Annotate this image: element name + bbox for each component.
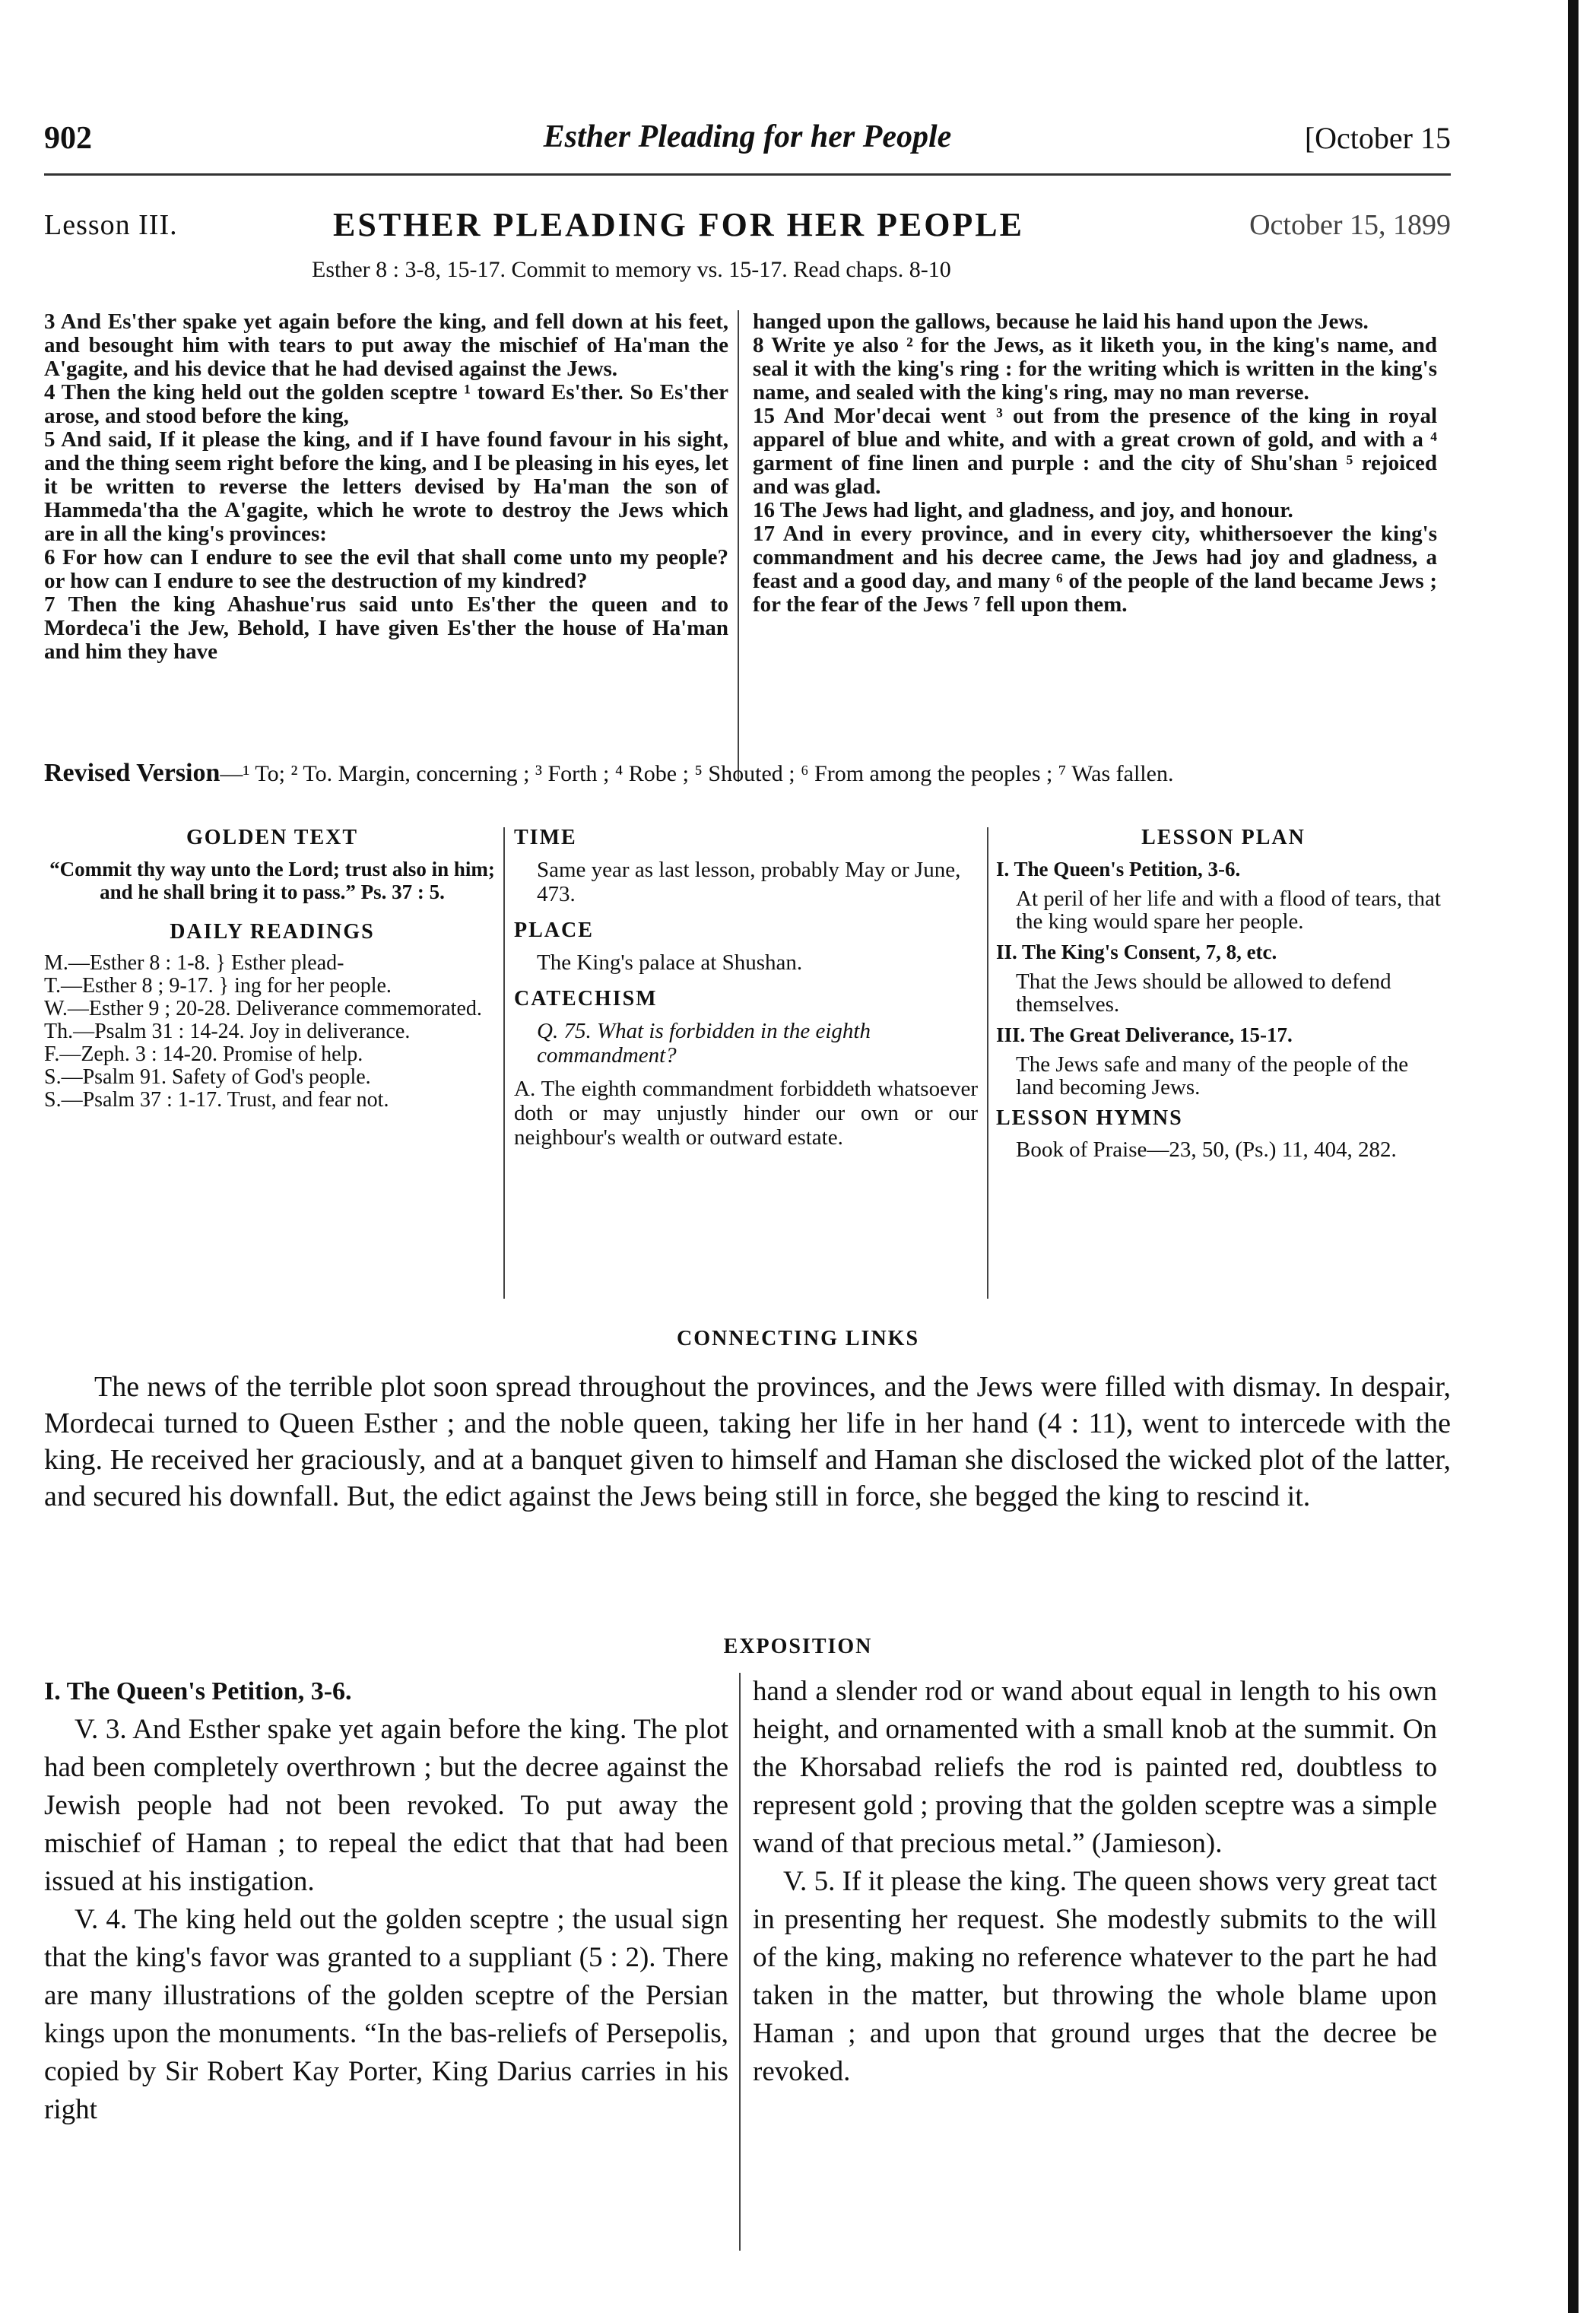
verse: 6 For how can I endure to see the evil that shall come unto my people? or how can I endure to see the destruction of my kindred?	[44, 545, 728, 593]
exposition-right-column	[753, 1673, 1437, 2091]
running-title: Esther Pleading for her People	[543, 119, 952, 154]
catechism-question: Q. 75. What is forbidden in the eighth commandment?	[537, 1019, 871, 1068]
page-header	[44, 114, 1451, 167]
time-heading: TIME	[514, 826, 577, 849]
scripture-right-column	[753, 310, 1437, 617]
verse: 3 And Es'ther spake yet again before the king, and fell down at his feet, and besought him with tears to put away the mischief of Ha'man the A'gagite, and his device that he had devised against the Jews.	[44, 309, 728, 381]
verse: 5 And said, If it please the king, and if I have found favour in his sight, and the thing seem right before the king, and I be pleasing in his eyes, let it be written to reverse the letters devised by Ha'man the son of Hammeda'tha the A'gagite, which he wrote to destroy the Jews which are in all the king's provinces:	[44, 427, 728, 546]
reading-item: S.—Psalm 91. Safety of God's people.	[44, 1065, 371, 1089]
hymns-text: Book of Praise—23, 50, (Ps.) 11, 404, 282.	[1016, 1137, 1397, 1162]
plan-item-text: That the Jews should be allowed to defend themselves.	[1016, 969, 1391, 1017]
column-divider	[987, 827, 988, 1299]
left-aid-column	[44, 820, 500, 1112]
middle-aid-column	[514, 820, 978, 1150]
column-divider	[503, 827, 505, 1299]
scripture-text	[44, 310, 1451, 789]
golden-text: “Commit thy way unto the Lord; trust also in him; and he shall bring it to pass.” Ps. 37 : 5.	[49, 858, 495, 903]
page-number: 902	[44, 121, 92, 156]
verse: 16 The Jews had light, and gladness, and joy, and honour.	[753, 498, 1293, 522]
lesson-title-line	[44, 204, 1451, 249]
reading-item: M.—Esther 8 : 1-8. } Esther plead-	[44, 951, 344, 975]
place-text: The King's palace at Shushan.	[537, 950, 803, 975]
verse: 7 Then the king Ahashue'rus said unto Es'ther the queen and to Mordeca'i the Jew, Behold, I have given Es'ther the house of Ha'man and him they have	[44, 592, 728, 664]
golden-text-heading: GOLDEN TEXT	[186, 826, 359, 849]
verse: hanged upon the gallows, because he laid his hand upon the Jews.	[753, 309, 1369, 334]
reading-item: S.—Psalm 37 : 1-17. Trust, and fear not.	[44, 1088, 389, 1112]
catechism-heading: CATECHISM	[514, 987, 658, 1011]
verse: 4 Then the king held out the golden sceptre ¹ toward Es'ther. So Es'ther arose, and stood before the king,	[44, 380, 728, 428]
revised-label: Revised Version	[44, 759, 221, 787]
reading-item: F.—Zeph. 3 : 14-20. Promise of help.	[44, 1042, 363, 1066]
scripture-left-column	[44, 310, 728, 664]
column-divider	[739, 1673, 741, 2251]
exposition-paragraph: V. 5. If it please the king. The queen shows very great tact in presenting her request. She modestly submits to the will of the king, making no reference whatever to the part he had taken in the matter, but throwing the whole blame upon Haman ; and upon that ground urges that the decree be revoked.	[753, 1866, 1437, 2087]
place-heading: PLACE	[514, 919, 594, 942]
verse: 15 And Mor'decai went ³ out from the presence of the king in royal apparel of blue and white, and with a great crown of gold, and with a ⁴ garment of fine linen and purple : and the city of Shu'shan ⁵ rejoiced and was glad.	[753, 404, 1437, 499]
lesson-title: ESTHER PLEADING FOR HER PEOPLE	[333, 206, 1025, 243]
hymns-heading: LESSON HYMNS	[996, 1106, 1183, 1130]
lesson-aids	[44, 820, 1451, 1306]
lesson-plan-heading: LESSON PLAN	[1141, 826, 1306, 849]
plan-item-title: II. The King's Consent, 7, 8, etc.	[996, 941, 1277, 963]
verse: 8 Write ye also ² for the Jews, as it liketh you, in the king's name, and seal it with the king's ring : for the writing which is written in the king's name, and sealed with the king's ring, may no man reverse.	[753, 333, 1437, 405]
time-text: Same year as last lesson, probably May or June, 473.	[537, 858, 961, 906]
plan-item-title: I. The Queen's Petition, 3-6.	[996, 858, 1241, 880]
plan-item-title: III. The Great Deliverance, 15-17.	[996, 1023, 1293, 1046]
exposition-heading: EXPOSITION	[723, 1635, 873, 1658]
header-rule	[44, 173, 1451, 176]
exposition-paragraph: hand a slender rod or wand about equal in length to his own height, and ornamented with a small knob at the summit. On the Khorsabad reliefs the rod is painted red, doubtless to represent gold ; proving that the golden sceptre was a simple wand of that precious metal.” (Jamieson).	[753, 1676, 1437, 1859]
connecting-links-text: The news of the terrible plot soon spread throughout the provinces, and the Jews were filled with dismay. In despair, Mordecai turned to Queen Esther ; and the noble queen, taking her life in her hand (4 : 11), went to intercede with the king. He received her graciously, and at a banquet given to himself and Haman she disclosed the wicked plot of the latter, and secured his downfall. But, the edict against the Jews being still in force, she begged the king to rescind it.	[44, 1371, 1451, 1512]
reading-item: W.—Esther 9 ; 20-28. Deliverance commemorated.	[44, 997, 482, 1020]
revised-text: —¹ To; ² To. Margin, concerning ; ³ Forth ; ⁴ Robe ; ⁵ Shouted ; ⁶ From among the peoples ; ⁷ Was fallen.	[220, 761, 1174, 786]
right-aid-column	[996, 820, 1451, 1169]
column-divider	[738, 310, 739, 782]
reading-item: T.—Esther 8 ; 9-17. } ing for her people.	[44, 974, 392, 998]
lesson-reference: Esther 8 : 3-8, 15-17. Commit to memory vs. 15-17. Read chaps. 8-10	[312, 257, 951, 282]
revised-version-note	[44, 760, 1451, 787]
exposition-paragraph: V. 3. And Esther spake yet again before the king. The plot had been completely overthrown ; but the decree against the Jewish people had not been revoked. To put away the mischief of Haman ; to repeal the edict that that had been issued at his instigation.	[44, 1714, 728, 1897]
plan-item-text: At peril of her life and with a flood of tears, that the king would spare her people.	[1016, 887, 1441, 934]
exposition-paragraph: V. 4. The king held out the golden sceptre ; the usual sign that the king's favor was granted to a suppliant (5 : 2). There are many illustrations of the golden sceptre of the Persian kings upon the monuments. “In the bas-reliefs of Persepolis, copied by Sir Robert Kay Porter, King Darius carries in his right	[44, 1904, 728, 2125]
header-date: [October 15	[1304, 121, 1451, 155]
lesson-number: Lesson III.	[44, 209, 178, 241]
verse: 17 And in every province, and in every city, whithersoever the king's commandment and his decree came, the Jews had joy and gladness, a feast and a good day, and many ⁶ of the people of the land became Jews ; for the fear of the Jews ⁷ fell upon them.	[753, 522, 1437, 617]
connecting-links-heading: CONNECTING LINKS	[676, 1327, 920, 1350]
exposition-section-title: I. The Queen's Petition, 3-6.	[44, 1677, 352, 1705]
daily-readings-heading: DAILY READINGS	[170, 920, 375, 944]
plan-item-text: The Jews safe and many of the people of the land becoming Jews.	[1016, 1052, 1409, 1099]
scan-edge-bar	[1568, 0, 1579, 2313]
exposition-left-column	[44, 1673, 728, 2129]
lesson-date: October 15, 1899	[1249, 209, 1451, 241]
reading-item: Th.—Psalm 31 : 14-24. Joy in deliverance.	[44, 1020, 411, 1043]
catechism-answer: A. The eighth commandment forbiddeth whatsoever doth or may unjustly hinder our own or our neighbour's wealth or outward estate.	[514, 1077, 978, 1150]
